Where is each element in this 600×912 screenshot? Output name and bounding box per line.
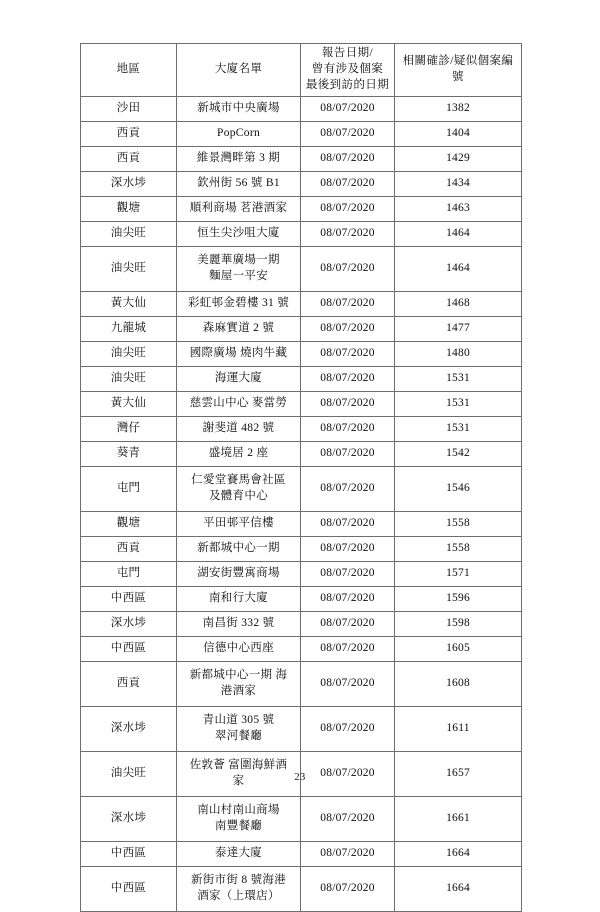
cell-report-date: 08/07/2020 [301, 636, 395, 661]
table-header [81, 44, 522, 97]
cell-building-name [177, 866, 301, 911]
building-name-line: 順利商場 茗港酒家 [189, 201, 288, 214]
column-header-line: 曾有涉及個案 [311, 62, 384, 75]
cell-report-date: 08/07/2020 [301, 796, 395, 841]
cell-case-number: 1657 [395, 751, 522, 796]
cell-report-date: 08/07/2020 [301, 841, 395, 866]
building-name-line: 湖安街豐寓商場 [197, 566, 280, 579]
column-header-line: 相關確診/疑似個案編 [402, 54, 514, 67]
cell-district: 深水埗 [81, 706, 177, 751]
cell-report-date: 08/07/2020 [301, 661, 395, 706]
building-name-line: 盛境居 2 座 [208, 446, 269, 459]
table-row [81, 706, 522, 751]
cell-case-number: 1480 [395, 341, 522, 366]
cell-report-date: 08/07/2020 [301, 171, 395, 196]
cell-case-number: 1464 [395, 221, 522, 246]
cell-district: 油尖旺 [81, 246, 177, 291]
column-header-line: 地區 [116, 62, 141, 75]
cell-building-name [177, 341, 301, 366]
cell-report-date: 08/07/2020 [301, 441, 395, 466]
cell-report-date: 08/07/2020 [301, 466, 395, 511]
cell-district: 西貢 [81, 121, 177, 146]
cell-case-number: 1468 [395, 291, 522, 316]
building-name-line: 海運大廈 [214, 371, 263, 384]
table-row [81, 466, 522, 511]
cell-district: 觀塘 [81, 511, 177, 536]
cell-building-name [177, 316, 301, 341]
cell-district: 油尖旺 [81, 751, 177, 796]
cell-district: 中西區 [81, 586, 177, 611]
building-name-line: 新街市街 8 號海港 [191, 873, 286, 886]
cell-district: 中西區 [81, 636, 177, 661]
cell-report-date: 08/07/2020 [301, 341, 395, 366]
cell-case-number: 1558 [395, 536, 522, 561]
cell-district: 深水埗 [81, 171, 177, 196]
column-header-line: 號 [452, 70, 464, 83]
building-name-line: 平田邨平信樓 [203, 516, 274, 529]
cell-case-number: 1546 [395, 466, 522, 511]
column-header-date [301, 44, 395, 97]
table-row [81, 586, 522, 611]
cell-building-name [177, 366, 301, 391]
table-row [81, 511, 522, 536]
cell-case-number: 1463 [395, 196, 522, 221]
cell-district: 屯門 [81, 466, 177, 511]
table-row [81, 96, 522, 121]
table-row [81, 841, 522, 866]
cell-case-number: 1542 [395, 441, 522, 466]
cell-district: 深水埗 [81, 796, 177, 841]
cell-case-number: 1382 [395, 96, 522, 121]
cell-district: 西貢 [81, 536, 177, 561]
cell-report-date: 08/07/2020 [301, 221, 395, 246]
cell-building-name [177, 466, 301, 511]
cell-report-date: 08/07/2020 [301, 536, 395, 561]
cell-building-name [177, 291, 301, 316]
table-row [81, 341, 522, 366]
cell-building-name [177, 441, 301, 466]
cell-building-name [177, 636, 301, 661]
building-name-line: 謝斐道 482 號 [202, 421, 275, 434]
cell-building-name [177, 121, 301, 146]
table-row [81, 146, 522, 171]
building-name-line: 新都城中心一期 [197, 541, 280, 554]
cell-building-name [177, 196, 301, 221]
cell-report-date: 08/07/2020 [301, 366, 395, 391]
cell-district: 油尖旺 [81, 221, 177, 246]
building-name-line: 仁愛堂賽馬會社區 [191, 473, 286, 486]
cell-building-name [177, 661, 301, 706]
cell-case-number: 1608 [395, 661, 522, 706]
table-row [81, 866, 522, 911]
table-row [81, 246, 522, 291]
cell-report-date: 08/07/2020 [301, 561, 395, 586]
table-row [81, 796, 522, 841]
cell-report-date: 08/07/2020 [301, 866, 395, 911]
cell-building-name [177, 391, 301, 416]
cell-case-number: 1598 [395, 611, 522, 636]
cell-case-number: 1404 [395, 121, 522, 146]
table-row [81, 221, 522, 246]
cell-district: 黃大仙 [81, 291, 177, 316]
table-row [81, 366, 522, 391]
cell-building-name [177, 586, 301, 611]
column-header-building [177, 44, 301, 97]
cell-report-date: 08/07/2020 [301, 316, 395, 341]
building-name-line: 及體育中心 [209, 489, 268, 502]
table-row [81, 636, 522, 661]
building-name-line: 南豐餐廳 [214, 819, 263, 832]
cell-case-number: 1558 [395, 511, 522, 536]
cell-district: 沙田 [81, 96, 177, 121]
cell-report-date: 08/07/2020 [301, 751, 395, 796]
cell-case-number: 1477 [395, 316, 522, 341]
cell-district: 西貢 [81, 146, 177, 171]
cell-district: 西貢 [81, 661, 177, 706]
cell-building-name [177, 706, 301, 751]
cell-building-name [177, 841, 301, 866]
building-name-line: 國際廣場 燒肉牛藏 [189, 346, 288, 359]
cell-building-name [177, 221, 301, 246]
cell-report-date: 08/07/2020 [301, 196, 395, 221]
cell-building-name [177, 611, 301, 636]
cell-district: 黃大仙 [81, 391, 177, 416]
building-name-line: 麵屋一平安 [209, 269, 268, 282]
cell-report-date: 08/07/2020 [301, 96, 395, 121]
building-name-line: 南山村南山商場 [197, 803, 280, 816]
cell-report-date: 08/07/2020 [301, 121, 395, 146]
cell-district: 中西區 [81, 841, 177, 866]
table-row [81, 121, 522, 146]
page-number: 23 [294, 772, 306, 783]
cell-building-name [177, 146, 301, 171]
building-name-line: 青山道 305 號 [202, 713, 275, 726]
column-header-case-number [395, 44, 522, 97]
table-row [81, 316, 522, 341]
cell-building-name [177, 796, 301, 841]
building-name-line: 慈雲山中心 麥當勞 [189, 396, 288, 409]
cell-building-name [177, 96, 301, 121]
table-row [81, 441, 522, 466]
building-name-line: 佐敦薈 富圍海鮮酒 [189, 758, 288, 771]
cell-building-name [177, 416, 301, 441]
building-name-line: 港酒家 [220, 684, 257, 697]
cell-district: 九龍城 [81, 316, 177, 341]
building-name-line: 南和行大廈 [209, 591, 268, 604]
table-row [81, 291, 522, 316]
cell-case-number: 1596 [395, 586, 522, 611]
building-name-line: 泰達大廈 [214, 846, 263, 859]
building-name-line: 翠河餐廳 [214, 729, 263, 742]
cell-building-name [177, 536, 301, 561]
cell-building-name [177, 171, 301, 196]
cell-case-number: 1571 [395, 561, 522, 586]
table-header-row [81, 44, 522, 97]
cell-district: 灣仔 [81, 416, 177, 441]
cell-case-number: 1531 [395, 391, 522, 416]
table-row [81, 196, 522, 221]
cell-case-number: 1611 [395, 706, 522, 751]
table-row [81, 611, 522, 636]
building-name-line: 新都城中心一期 海 [189, 668, 288, 681]
cell-case-number: 1464 [395, 246, 522, 291]
cell-report-date: 08/07/2020 [301, 586, 395, 611]
cell-case-number: 1664 [395, 866, 522, 911]
table-row [81, 561, 522, 586]
cell-report-date: 08/07/2020 [301, 391, 395, 416]
building-name-line: 家 [232, 774, 245, 787]
cell-case-number: 1429 [395, 146, 522, 171]
cell-report-date: 08/07/2020 [301, 416, 395, 441]
building-name-line: PopCorn [217, 126, 260, 139]
cell-case-number: 1605 [395, 636, 522, 661]
building-name-line: 南昌街 332 號 [202, 616, 275, 629]
cell-building-name [177, 511, 301, 536]
cell-building-name [177, 246, 301, 291]
cell-district: 中西區 [81, 866, 177, 911]
building-name-line: 信德中心西座 [203, 641, 274, 654]
cell-report-date: 08/07/2020 [301, 291, 395, 316]
cell-district: 油尖旺 [81, 366, 177, 391]
cell-district: 油尖旺 [81, 341, 177, 366]
column-header-district [81, 44, 177, 97]
table-row [81, 661, 522, 706]
table-row [81, 171, 522, 196]
cell-case-number: 1531 [395, 416, 522, 441]
cell-case-number: 1664 [395, 841, 522, 866]
cell-report-date: 08/07/2020 [301, 511, 395, 536]
building-name-line: 彩虹邨金碧樓 31 號 [187, 296, 290, 309]
cell-district: 屯門 [81, 561, 177, 586]
building-name-line: 森麻實道 2 號 [202, 321, 275, 334]
table-row [81, 416, 522, 441]
building-name-line: 恒生尖沙咀大廈 [197, 226, 280, 239]
column-header-line: 報告日期/ [321, 47, 374, 59]
cell-case-number: 1531 [395, 366, 522, 391]
table-row [81, 391, 522, 416]
building-name-line: 維景灣畔第 3 期 [196, 151, 281, 164]
cell-report-date: 08/07/2020 [301, 246, 395, 291]
building-name-line: 新城市中央廣場 [197, 101, 280, 114]
cell-report-date: 08/07/2020 [301, 146, 395, 171]
cell-report-date: 08/07/2020 [301, 611, 395, 636]
column-header-line: 最後到訪的日期 [305, 78, 390, 91]
table-row [81, 536, 522, 561]
cell-case-number: 1661 [395, 796, 522, 841]
cell-district: 深水埗 [81, 611, 177, 636]
building-name-line: 美麗華廣場一期 [197, 253, 280, 266]
cell-district: 葵青 [81, 441, 177, 466]
column-header-line: 大廈名單 [214, 62, 263, 75]
cell-district: 觀塘 [81, 196, 177, 221]
building-name-line: 酒家（上環店） [197, 889, 280, 902]
cell-building-name [177, 561, 301, 586]
cell-report-date: 08/07/2020 [301, 706, 395, 751]
table-body [81, 96, 522, 911]
building-name-line: 欽州街 56 號 B1 [197, 176, 280, 189]
cell-case-number: 1434 [395, 171, 522, 196]
